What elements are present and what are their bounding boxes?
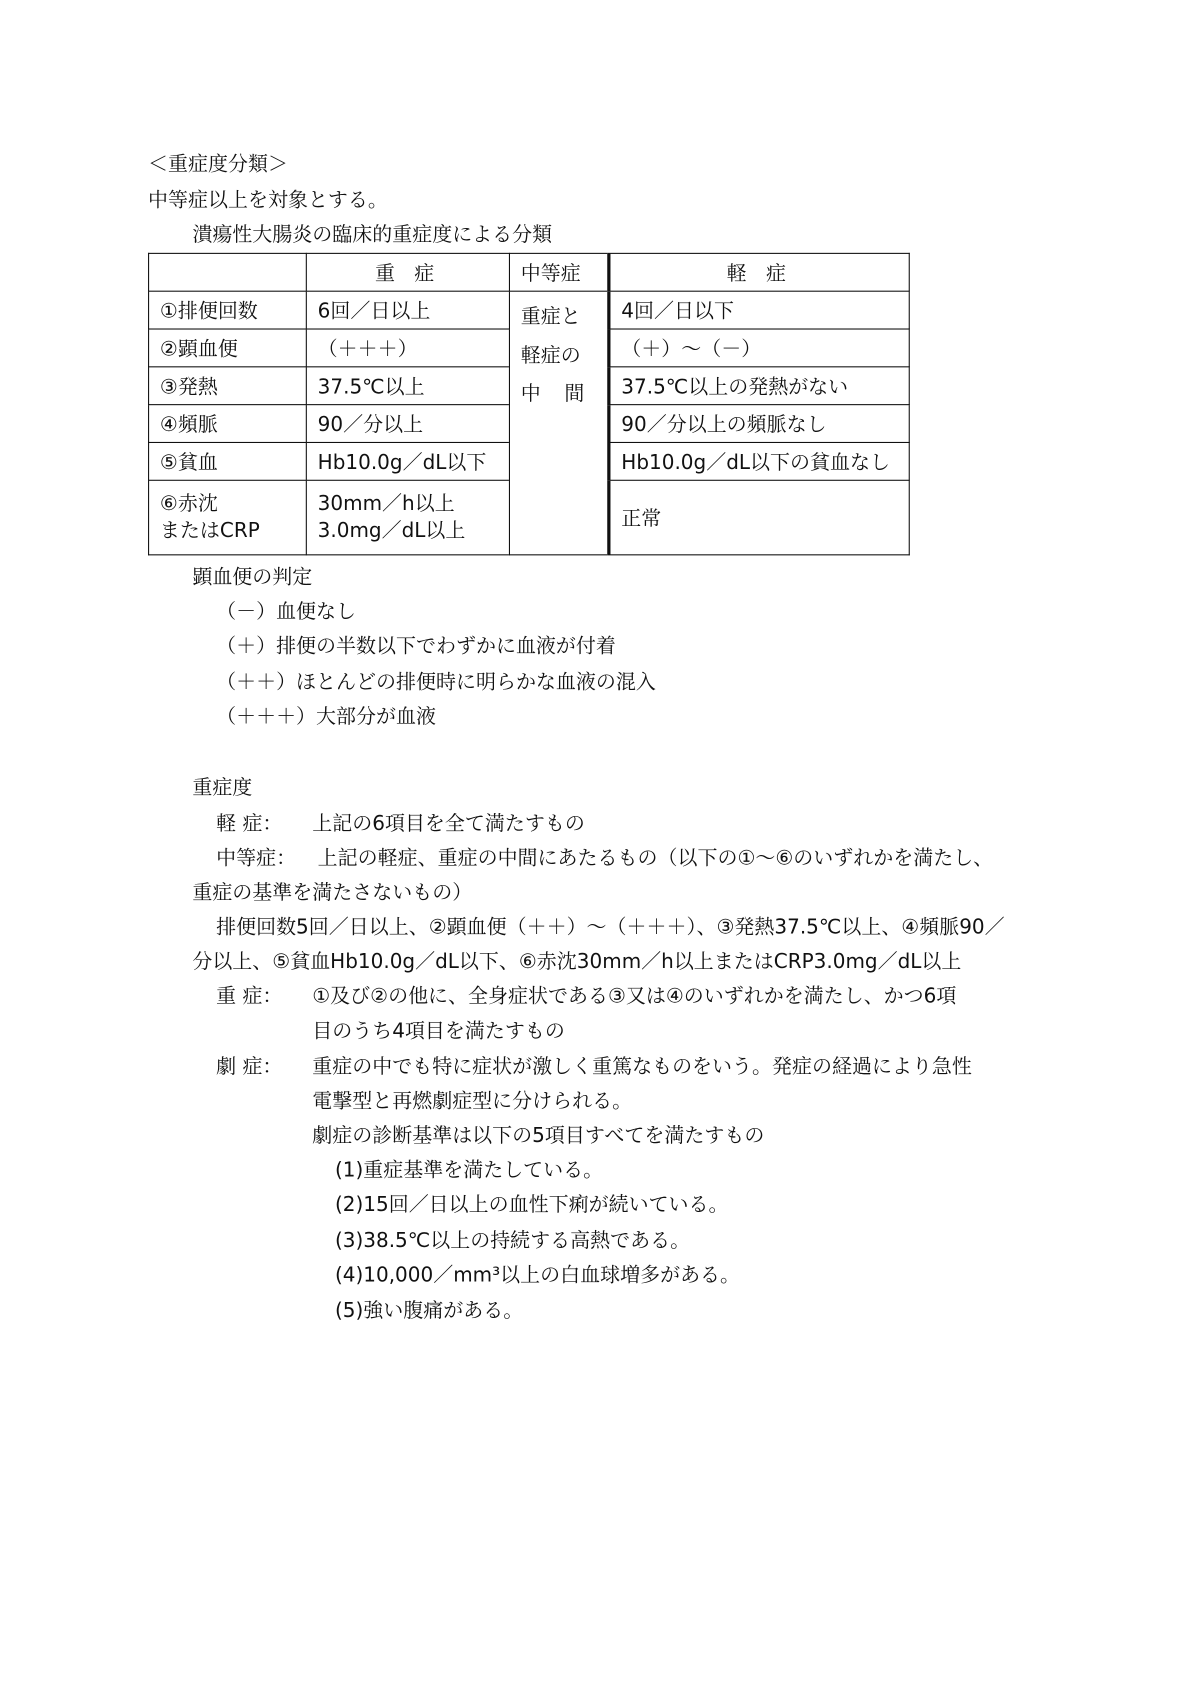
row-item-line: またはCRP: [159, 519, 260, 543]
criteria-item: (4)10,000／mm³以上の白血球増多がある。: [334, 1264, 741, 1287]
moderate-cell: [509, 291, 608, 555]
row-item: ①排便回数: [149, 291, 307, 329]
row-item: ⑤貧血: [149, 442, 307, 480]
row-severe: 37.5℃以上: [306, 367, 509, 405]
row-severe-line: 3.0mg／dL以上: [317, 519, 466, 543]
moderate-text: 排便回数5回／日以上、②顕血便（＋＋）～（＋＋＋）、③発熱37.5℃以上、④頻脈90／: [216, 916, 1005, 939]
moderate-text: 上記の軽症、重症の中間にあたるもの（以下の①～⑥のいずれかを満たし、: [317, 847, 994, 870]
table-row: [149, 291, 910, 329]
row-mild: 90／分以上の頻脈なし: [609, 405, 909, 443]
row-item: ④頻脈: [149, 405, 307, 443]
row-item: [149, 480, 307, 555]
row-item-line: ⑥赤沈: [159, 492, 218, 516]
moderate-line: 重症と: [520, 305, 581, 329]
bloody-stool-item: （＋＋）ほとんどの排便時に明らかな血液の混入: [216, 670, 656, 694]
heading: ＜重症度分類＞: [148, 153, 288, 177]
bloody-stool-item: （＋＋＋）大部分が血液: [216, 705, 436, 729]
bloody-stool-item: （－）血便なし: [216, 600, 357, 624]
bloody-stool-item: （＋）排便の半数以下でわずかに血液が付着: [216, 635, 616, 659]
criteria-item: (3)38.5℃以上の持続する高熱である。: [334, 1229, 691, 1253]
bloody-stool-title: 顕血便の判定: [192, 566, 313, 589]
criteria-item: (5)強い腹痛がある。: [334, 1299, 524, 1323]
criteria-item: (2)15回／日以上の血性下痢が続いている。: [334, 1193, 729, 1217]
row-mild: （＋）～（－）: [609, 329, 909, 367]
fulminant-text: 劇症の診断基準は以下の5項目すべてを満たすもの: [312, 1124, 765, 1148]
row-severe: （＋＋＋）: [306, 329, 509, 367]
criteria-item: (1)重症基準を満たしている。: [334, 1159, 604, 1183]
fulminant-text: 重症の中でも特に症状が激しく重篤なものをいう。発症の経過により急性: [312, 1055, 972, 1079]
row-mild: 4回／日以下: [609, 291, 909, 329]
fulminant-label: 劇 症：: [216, 1055, 283, 1079]
row-item: ③発熱: [149, 367, 307, 405]
row-mild: 正常: [609, 480, 909, 555]
moderate-text: 分以上、⑤貧血Hb10.0g／dL以下、⑥赤沈30mm／h以上またはCRP3.0mg／dL以上: [192, 950, 962, 974]
row-mild: Hb10.0g／dL以下の貧血なし: [609, 442, 909, 480]
intro-text: 中等症以上を対象とする。: [148, 189, 388, 212]
header-severe: 重 症: [306, 253, 509, 291]
moderate-label: 中等症：: [216, 847, 297, 870]
header-moderate: 中等症: [509, 253, 608, 291]
fulminant-text: 電撃型と再燃劇症型に分けられる。: [312, 1090, 633, 1113]
severe-label: 重 症：: [216, 985, 283, 1009]
row-severe-line: 30mm／h以上: [317, 492, 455, 516]
mild-text: 上記の6項目を全て満たすもの: [312, 812, 585, 836]
table-caption: 潰瘍性大腸炎の臨床的重症度による分類: [192, 223, 553, 247]
row-severe: [306, 480, 509, 555]
row-severe: Hb10.0g／dL以下: [306, 442, 509, 480]
moderate-line: 中 間: [520, 382, 594, 406]
table-header-row: [149, 253, 910, 291]
mild-label: 軽 症：: [216, 812, 283, 836]
row-severe: 90／分以上: [306, 405, 509, 443]
row-mild: 37.5℃以上の発熱がない: [609, 367, 909, 405]
row-severe: 6回／日以上: [306, 291, 509, 329]
row-item: ②顕血便: [149, 329, 307, 367]
moderate-text: 重症の基準を満たさないもの）: [192, 881, 473, 905]
severity-table: [148, 253, 910, 556]
header-mild: 軽 症: [609, 253, 909, 291]
header-empty: [149, 253, 307, 291]
moderate-line: 軽症の: [520, 344, 581, 367]
severe-text: ①及び②の他に、全身症状である③又は④のいずれかを満たし、かつ6項: [312, 985, 957, 1009]
severity-title: 重症度: [192, 776, 253, 800]
severe-text: 目のうち4項目を満たすもの: [312, 1019, 565, 1043]
